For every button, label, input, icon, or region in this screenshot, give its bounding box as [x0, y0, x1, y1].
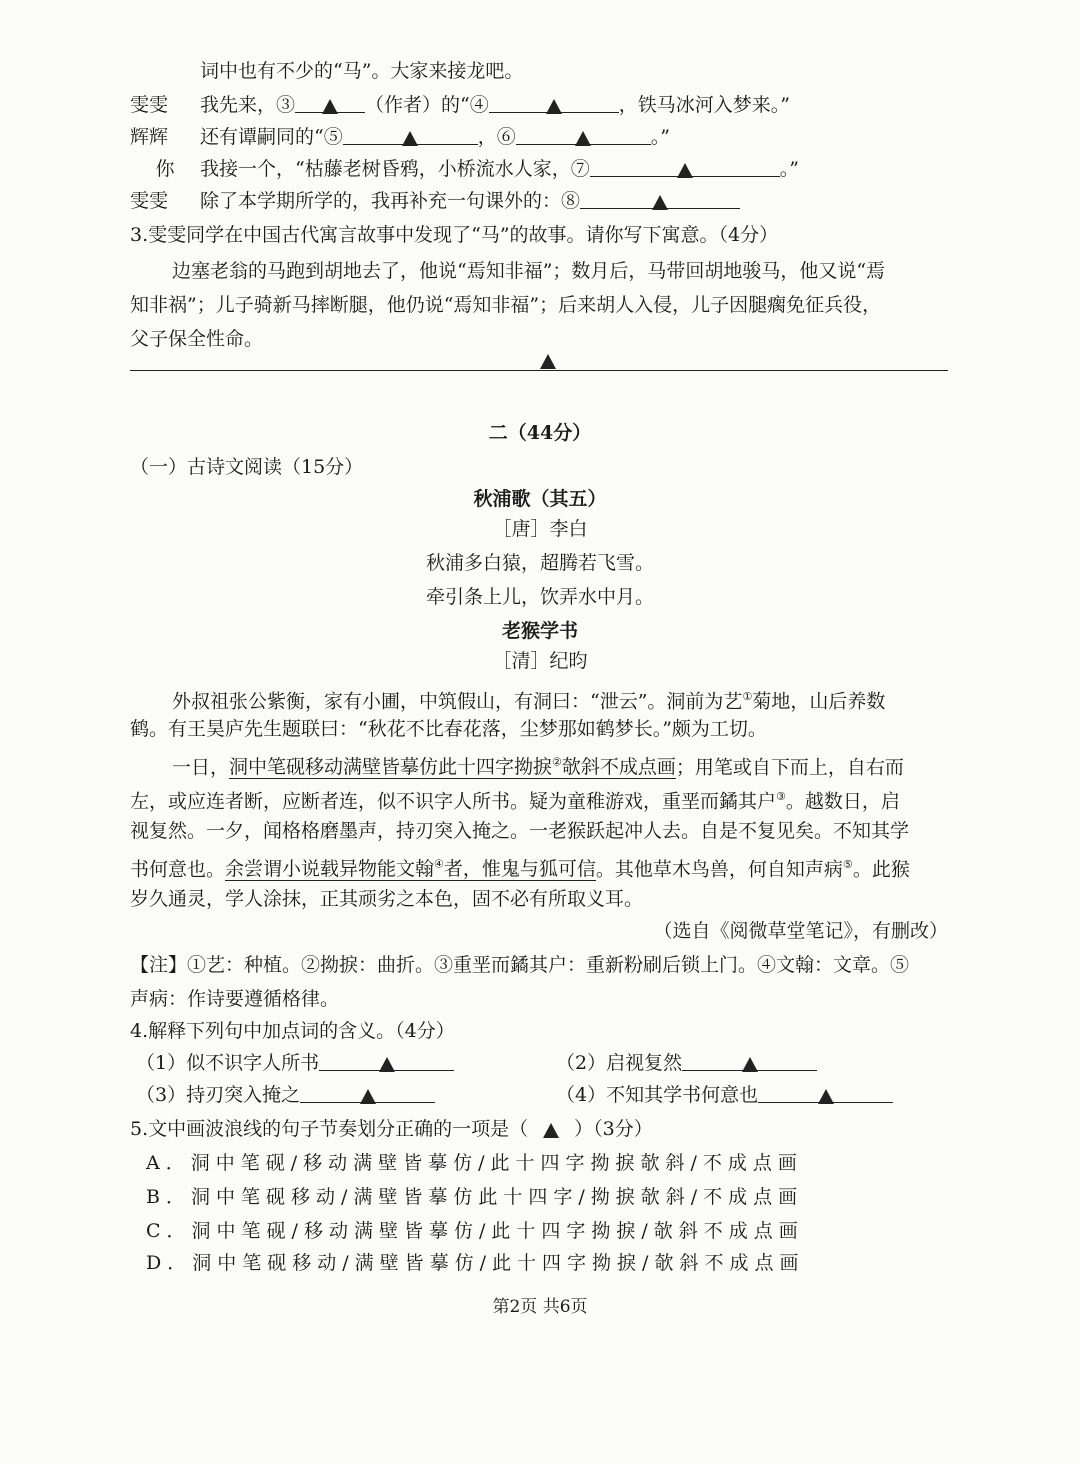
dialogue-line-4: 雯雯 除了本学期所学的，我再补充一句课外的：⑧: [130, 188, 740, 214]
triangle-icon: [360, 1089, 376, 1104]
q4-item-1: （1）似不识字人所书: [136, 1050, 454, 1076]
q4-answer-blank-2[interactable]: [682, 1050, 817, 1071]
answer-blank-3[interactable]: [295, 92, 365, 113]
q5-option-d[interactable]: D．洞中笔砚移动/满壁皆摹仿/此十四字拗捩/欹斜不成点画: [146, 1252, 805, 1274]
q4-item-4: （4）不知其学书何意也: [556, 1082, 893, 1108]
q4-item-3: （3）持刃突入掩之: [136, 1082, 435, 1108]
dialogue-line-2: 辉辉 还有谭嗣同的“⑤ ，⑥ 。”: [130, 126, 670, 148]
q4-answer-blank-1[interactable]: [319, 1050, 454, 1071]
answer-blank-5[interactable]: [343, 124, 478, 145]
prose-p2-line-4: 书何意也。余尝谓小说载异物能文翰④者，惟鬼与狐可信。其他草木鸟兽，何自知声病⑤。此猴: [130, 858, 910, 881]
triangle-icon: [742, 1057, 758, 1072]
triangle-icon: [540, 354, 556, 369]
q5-answer-slot[interactable]: [528, 1116, 574, 1142]
triangle-icon: [379, 1057, 395, 1072]
prose-author: ［清］纪昀: [492, 650, 588, 672]
triangle-icon: [677, 163, 693, 178]
q4-item-2: （2）启视复然: [556, 1050, 817, 1076]
section-title: 二（44分）: [488, 422, 592, 444]
answer-blank-4[interactable]: [489, 92, 619, 113]
triangle-icon: [546, 99, 562, 114]
dialogue-line-1: 雯雯 我先来，③ （作者）的“④ ，铁马冰河入梦来。”: [130, 94, 790, 116]
q5-option-c[interactable]: C．洞中笔砚/移动满壁皆摹仿/此十四字拗捩/欹斜不成点画: [146, 1220, 804, 1242]
poem-author: ［唐］李白: [492, 518, 588, 540]
wavy-underlined-sentence: 洞中笔砚移动满壁皆摹仿此十四字拗捩②欹斜不成点画: [229, 756, 676, 779]
triangle-icon: [543, 1123, 559, 1138]
prose-p1-line-2: 鹤。有王昊庐先生题联曰：“秋花不比春花落，尘梦那如鹤梦长。”颇为工切。: [130, 718, 767, 740]
q4-answer-blank-3[interactable]: [300, 1082, 435, 1103]
prose-p1-line-1: 外叔祖张公紫衡，家有小圃，中筑假山，有洞曰：“泄云”。洞前为艺①菊地，山后养数: [172, 690, 886, 713]
triangle-icon: [322, 99, 338, 114]
q3-story-line-2: 知非祸”；儿子骑新马摔断腿，他仍说“焉知非福”；后来胡人入侵，儿子因腿瘸免征兵役，: [130, 294, 882, 316]
prose-p2-line-2: 左，或应连者断，应断者连，似不识字人所书。疑为童稚游戏，重垩而鐍其户③。越数日，启: [130, 790, 900, 813]
triangle-icon: [575, 131, 591, 146]
intro-line: 词中也有不少的“马”。大家来接龙吧。: [200, 60, 524, 82]
triangle-icon: [652, 195, 668, 210]
q4-answer-blank-4[interactable]: [758, 1082, 893, 1103]
answer-blank-6[interactable]: [516, 124, 651, 145]
underlined-sentence: 余尝谓小说载异物能文翰④者，惟鬼与狐可信: [225, 858, 596, 881]
triangle-icon: [818, 1089, 834, 1104]
prose-p2-line-3: 视复然。一夕，闻格格磨墨声，持刃突入掩之。一老猴跃起冲人去。自是不复见矣。不知其学: [130, 820, 910, 842]
prose-p2-line-1: 一日，洞中笔砚移动满壁皆摹仿此十四字拗捩②欹斜不成点画；用笔或自下而上，自右而: [172, 756, 904, 779]
q3-answer-line[interactable]: [130, 370, 948, 371]
source-note: （选自《阅微草堂笔记》，有删改）: [653, 920, 948, 942]
answer-blank-8[interactable]: [580, 188, 740, 209]
q4-title: 4.解释下列句中加点词的含义。（4分）: [130, 1020, 455, 1042]
page-footer: 第2页 共6页: [492, 1297, 588, 1317]
triangle-icon: [402, 131, 418, 146]
speaker: 你: [155, 158, 175, 180]
q5-option-a[interactable]: A．洞中笔砚/移动满壁皆摹仿/此十四字拗捩欹斜/不成点画: [146, 1152, 803, 1174]
notes-line-2: 声病：作诗要遵循格律。: [130, 988, 340, 1010]
prose-p2-line-5: 岁久通灵，学人涂抹，正其顽劣之本色，固不必有所取义耳。: [130, 888, 644, 910]
notes-line-1: 【注】①艺：种植。②拗捩：曲折。③重垩而鐍其户：重新粉刷后锁上门。④文翰：文章。⑤: [130, 954, 910, 976]
subsection-title: （一）古诗文阅读（15分）: [130, 456, 364, 478]
q3-story-line-1: 边塞老翁的马跑到胡地去了，他说“焉知非福”；数月后，马带回胡地骏马，他又说“焉: [172, 260, 886, 282]
answer-blank-7[interactable]: [590, 156, 780, 177]
speaker: 雯雯: [130, 94, 169, 116]
q3-title: 3.雯雯同学在中国古代寓言故事中发现了“马”的故事。请你写下寓意。（4分）: [130, 224, 779, 246]
q3-story-line-3: 父子保全性命。: [130, 328, 264, 350]
poem-line-1: 秋浦多白猿，超腾若飞雪。: [425, 552, 654, 574]
q5-option-b[interactable]: B．洞中笔砚移动/满壁皆摹仿此十四字/拗捩欹斜/不成点画: [146, 1186, 804, 1208]
dialogue-line-3: 你 我接一个，“枯藤老树昏鸦，小桥流水人家，⑦ 。”: [130, 156, 799, 182]
poem-line-2: 牵引条上儿，饮弄水中月。: [425, 586, 654, 608]
q5-title: 5.文中画波浪线的句子节奏划分正确的一项是（ ）（3分）: [130, 1118, 653, 1140]
speaker: 辉辉: [130, 126, 169, 148]
speaker: 雯雯: [130, 190, 169, 212]
prose-title: 老猴学书: [501, 620, 578, 642]
poem-title: 秋浦歌（其五）: [473, 488, 607, 510]
